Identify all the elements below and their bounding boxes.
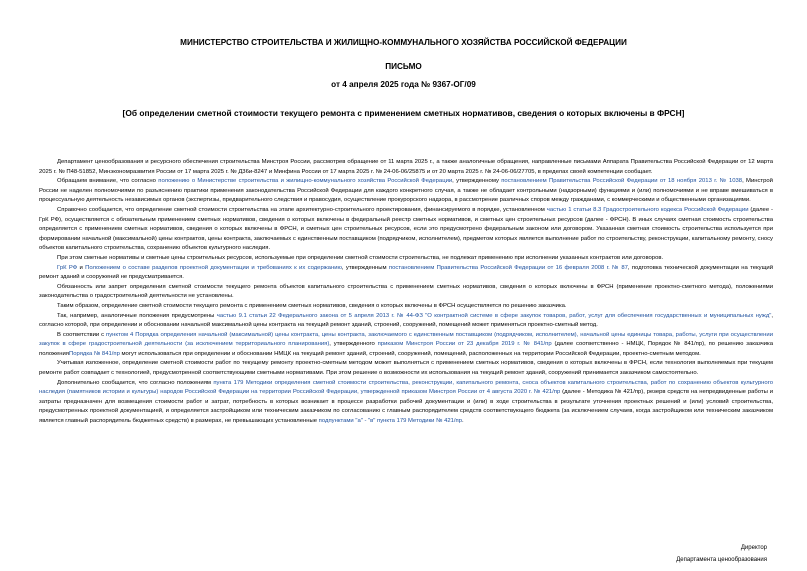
paragraph-text: .	[462, 418, 464, 425]
document-link[interactable]: частью 9.1 статьи 22 Федерального закона от 5 апреля 2013 г. № 44-ФЗ "О контрактной системе в сфере закупок товаров, работ, услуг для обеспечения государственных и муниципальных нужд"	[216, 312, 772, 319]
document-link[interactable]: подпунктами "а" - "в" пункта 179 Методики № 421/пр	[318, 418, 462, 425]
document-link[interactable]: Положением о составе разделов проектной документации и требованиях к их содержанию	[85, 264, 342, 271]
paragraph-text: Справочно сообщается, что определение сметной стоимости строительства на этапе архитектурно-строительного проектирования, финансируемого в порядке, установленном	[57, 206, 547, 213]
paragraph-text: могут использоваться при определении и обосновании НМЦК на текущий ремонт зданий, строений, сооружений, помещений, расположенных на территории Российской Федерации, проектно-сметным методом.	[119, 350, 701, 357]
paragraph-text: В соответствии с	[57, 331, 107, 338]
paragraph	[39, 302, 773, 312]
document-date-number: от 4 апреля 2025 года № 9367-ОГ/09	[331, 80, 476, 89]
letter-body	[39, 158, 773, 427]
paragraph	[39, 331, 773, 360]
signature-position: Директор	[740, 545, 767, 551]
paragraph	[39, 206, 773, 254]
paragraph-text: (далее - Методика № 421/пр), резерв средств на непредвиденные работы и затраты предназначен для возмещения стоимости работ и затрат, потребность в которых возникает в процессе разработки рабочей документации и (или) в ходе строительства в результате уточнения проектных решений и (или) условий строительства, предусмотренных проектной документацией, и определяется застройщиком или техническим заказчиком по согласованию с главным распорядителем средств соответствующего бюджета (за исключением случаев, когда застройщиком или техническим заказчиком является главный распорядитель бюджетных средств) в размерах, не превышающих установленные	[39, 389, 773, 425]
paragraph	[39, 177, 773, 206]
paragraph-text: Таким образом, определение сметной стоимости текущего ремонта с применением сметных нормативов, сведения о которых включены в ФРСН осуществляется по решению заказчика.	[57, 302, 567, 309]
paragraph-text: (далее соответственно - НМЦК, Порядок № 841/пр), по решению заказчика положения	[39, 341, 773, 357]
paragraph-text: и	[77, 264, 86, 271]
ministry-title: МИНИСТЕРСТВО СТРОИТЕЛЬСТВА И ЖИЛИЩНО-КОММУНАЛЬНОГО ХОЗЯЙСТВА РОССИЙСКОЙ ФЕДЕРАЦИИ	[180, 38, 627, 47]
document-subject: [Об определении сметной стоимости текущего ремонта с применением сметных нормативов, сведения о которых включены в ФРСН]	[122, 108, 685, 118]
paragraph	[39, 264, 773, 283]
paragraph-text: , подготовка технической документации на текущий ремонт зданий и сооружений не предусматривается.	[39, 264, 773, 281]
document-link[interactable]: постановлением Правительства Российской Федерации от 16 февраля 2008 г. № 87	[388, 264, 628, 271]
paragraph-text: Дополнительно сообщается, что согласно положениям	[57, 379, 214, 386]
paragraph-text: Так, например, аналогичные положения предусмотрены	[57, 312, 217, 319]
document-link[interactable]: пункта 179 Методики определения сметной стоимости строительства, реконструкции, капитального ремонта, сноса объектов капитального строительства, работ по сохранению объектов культурного наследия (памятников истории и культуры) народов Российской Федерации на территории Российской Федерации	[39, 379, 773, 396]
paragraph	[39, 254, 773, 264]
paragraph	[39, 359, 773, 378]
paragraph-text: Департамент ценообразования и ресурсного обеспечения строительства Минстроя России, рассмотрев обращение от 11 марта 2025 г., а также аналогичные обращения, направленные письмами Аппарата Правительства Российской Федерации от 12 марта 2025 г. № П48-51852, Минэкономразвития России от 17 марта 2025 г. № Д36и-8247 и Минфина России от 17 марта 2025 г. № 24-06-06/25875 и от 20 марта 2025 г. № 24-06-06/27705, в пределах своей компетенции сообщает.	[39, 159, 773, 175]
paragraph-text: , согласно которой, при определении и обосновании начальной максимальной цены контракта на текущий ремонт зданий, строений, сооружений, помещений может применяться проектно-сметный метод.	[39, 312, 773, 329]
paragraph-text: При этом сметные нормативы и сметные цены строительных ресурсов, используемые при определении сметной стоимости строительства, не подлежат применению при исполнении указанных контрактов или договоров.	[57, 254, 664, 261]
paragraph-text: , утвержденным	[341, 264, 389, 271]
document-link[interactable]: , утвержденной приказом Минстроя России от 4 августа 2020 г. № 421/пр	[357, 389, 561, 396]
paragraph-text: (далее - ГрК РФ), осуществляется с обязательным применением сметных нормативов, сведения о которых включены в федеральный реестр сметных нормативов, и сметных цен строительных ресурсов (далее - ФРСН). В иных случаях сметная стоимость строительства определяется с применением сметных нормативов, сведения о которых включены в ФРСН, и сметных цен строительных ресурсов, если это предусмотрено федеральным законом или договором. Указанная сметная стоимость строительства используется при формировании начальной (максимальной) цены контрактов, цены контракта, заключаемых с единственным поставщиком (подрядчиком, исполнителем), предметом которых является выполнение работ по строительству, реконструкции, капитальному ремонту, сносу объектов капитального строительства, сохранению объектов культурного наследия.	[39, 206, 773, 252]
paragraph	[39, 312, 773, 331]
paragraph	[39, 158, 773, 177]
paragraph-text: Обращаем внимание, что согласно	[57, 178, 159, 185]
signature-department: Департамента ценообразования	[676, 557, 767, 563]
paragraph	[39, 283, 773, 302]
document-link[interactable]: Порядка № 841/пр	[69, 350, 120, 357]
document-type: ПИСЬМО	[385, 62, 422, 71]
document-link[interactable]: приказом Минстроя России от 23 декабря 2019 г. № 841/пр	[377, 341, 552, 348]
paragraph-text: , утвержденного	[329, 341, 378, 348]
document-link[interactable]: пунктом 4 Порядка определения начальной (максимальной) цены контракта, цены контракта, заключаемого с единственным поставщиком (подрядчиком, исполнителем), начальной цены единицы товара, работы, услуги при осуществлении закупок в сфере градостроительной деятельности (за исключением территориального планирования)	[39, 331, 774, 348]
paragraph-text: Обязанность или запрет определения сметной стоимости текущего ремонта объектов капитального строительства с применением сметных нормативов, сведения о которых включены в ФРСН (применение проектно-сметного метода), положениями законодательства о градостроительной деятельности не установлены.	[39, 283, 773, 300]
document-link[interactable]: постановлением Правительства Российской Федерации от 18 ноября 2013 г. № 1038	[501, 178, 743, 185]
document-link[interactable]: положению о Министерстве строительства и жилищно-коммунального хозяйства Российской Федерации	[158, 178, 453, 185]
paragraph-text: , утвержденному	[452, 178, 502, 185]
document-link[interactable]: частью 1 статьи 8.3 Градостроительного кодекса Российской Федерации	[546, 206, 749, 213]
paragraph-text: Учитывая изложенное, определение сметной стоимости работ по текущему ремонту проектно-сметным методом может выполняться с применением сметных нормативов, сведения о которых включены в ФРСН, если технология выполняемых при текущем ремонте работ совпадает с технологией, предусмотренной соответствующими сметными нормативами. При этом решение о возможности их использования на текущий ремонт зданий, сооружений принимается заказчиком самостоятельно.	[39, 360, 773, 377]
paragraph	[39, 379, 773, 427]
paragraph-text: , Минстрой России не наделен полномочиями по разъяснению практики применения законодательства Российской Федерации для каждого конкретного случая, а также не обладает контрольными (надзорными) функциями и (или) полномочиями и не вправе вмешиваться в процессуальную деятельность независимых органов (экспертизы, предварительного следствия и правосудия, осуществление прокурорского надзора, в рассмотрение различных споров между гражданами, с коммерческими и общественными организациями.	[39, 178, 773, 204]
document-link[interactable]: ГрК РФ	[57, 264, 78, 271]
